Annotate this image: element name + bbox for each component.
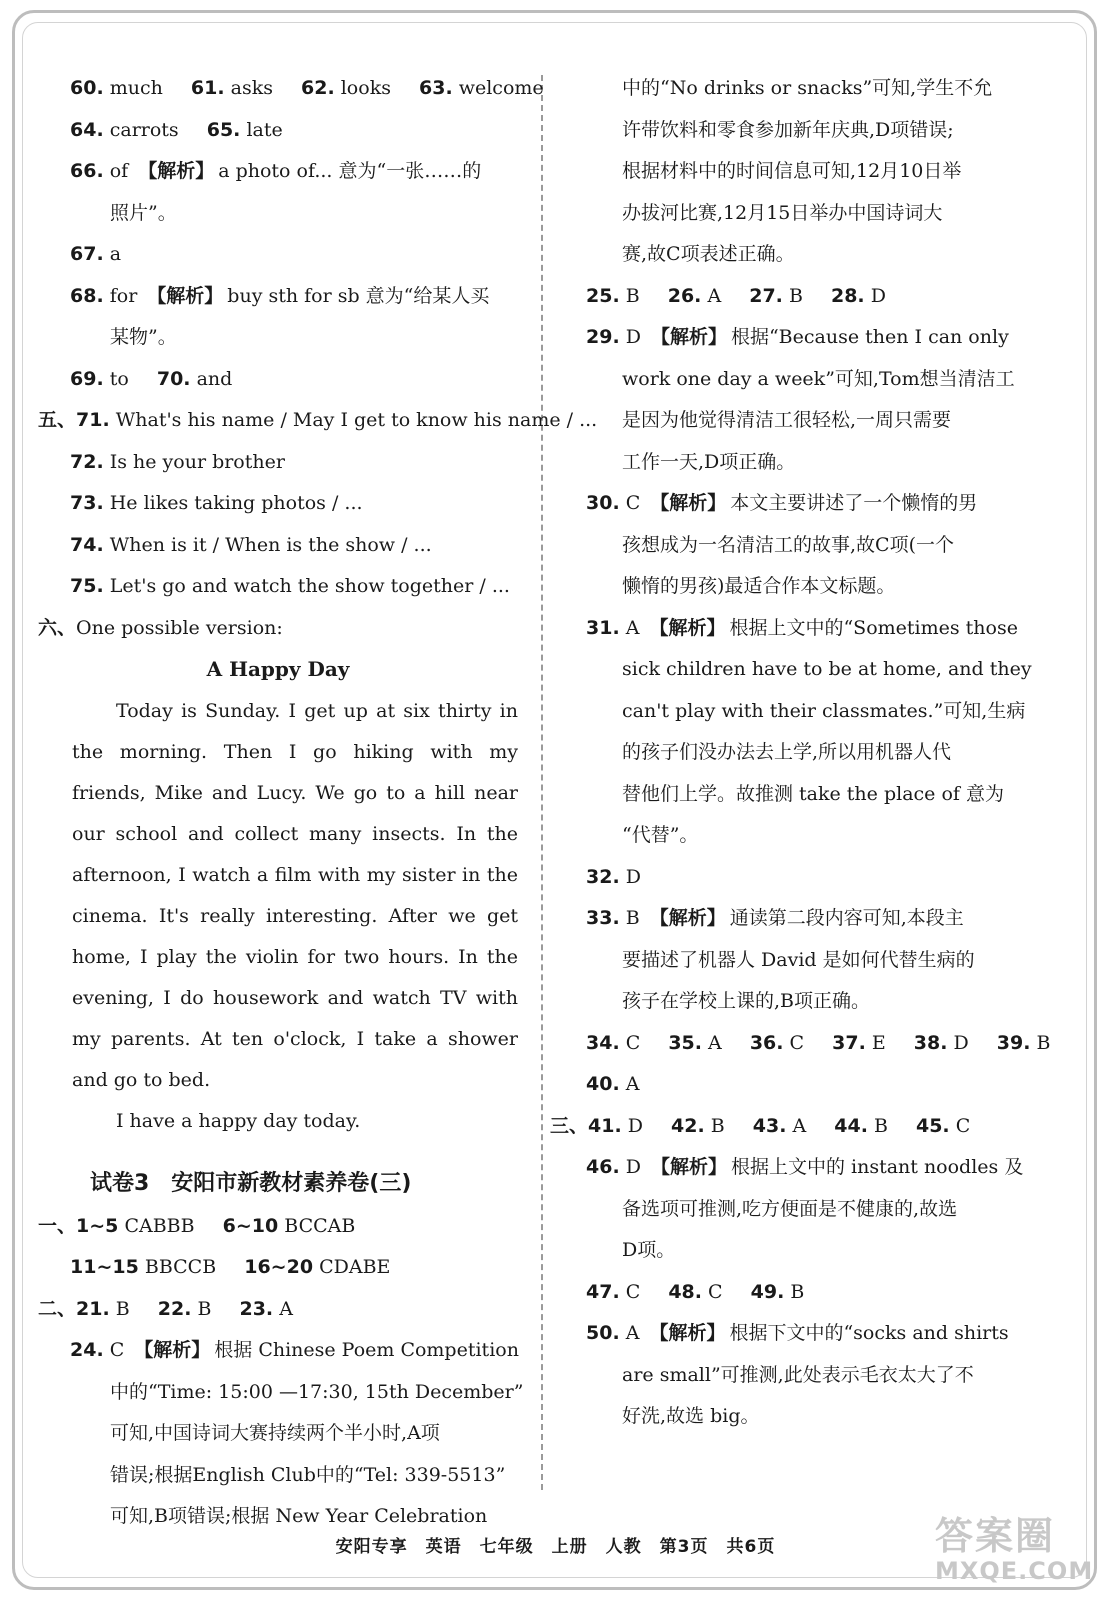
analysis-tag: 【解析】 [138,160,215,182]
answer: C [109,1339,125,1361]
q-num: 72. [70,450,104,473]
answer-line-46 [586,1147,1034,1189]
q-range: 16~20 [244,1256,314,1278]
q-num: 49. [750,1280,785,1303]
answer: A [708,1031,722,1054]
q-num: 35. [668,1031,702,1054]
analysis-text: 替他们上学。故推测 take the place of 意为 [622,782,1004,805]
q-num: 27. [749,284,783,307]
section-label: 五、 [38,409,77,431]
q-num: 26. [667,284,702,307]
answer-line-64-65 [38,110,518,152]
q-num: 23. [239,1297,274,1320]
answer-line-24 [38,1330,518,1372]
essay-intro [38,608,518,650]
analysis-text: 是因为他觉得清洁工很轻松,一周只需要 [622,409,952,431]
answer-line-33 [586,898,1034,940]
section-label: 二、 [38,1297,77,1320]
answer-line-40 [586,1064,1034,1106]
answer: B [788,284,803,307]
section-label: 一、 [38,1214,77,1237]
column-divider [541,75,543,1490]
answer-line-74 [38,525,518,567]
analysis-tag: 【解析】 [650,1156,727,1178]
q-num: 28. [830,284,865,307]
q-num: 44. [834,1114,868,1137]
q-num: 30. [586,492,620,514]
answer: E [871,1031,886,1054]
q-num: 67. [70,243,104,265]
analysis-text: 孩子在学校上课的,B项正确。 [622,990,871,1012]
q-num: 40. [586,1073,620,1095]
analysis-text: 赛,故C项表述正确。 [622,243,795,265]
right-column [550,68,1051,1438]
answer: a [109,243,122,265]
analysis-text: 许带饮料和零食参加新年庆典,D项错误; [622,118,954,141]
answer-line-32 [586,857,1034,899]
analysis-text: 根据上文中的 instant noodles 及 [730,1156,1024,1178]
analysis-text: 根据下文中的“socks and shirts [729,1322,1009,1344]
analysis-text: 孩想成为一名清洁工的故事,故C项(一个 [622,533,954,556]
answer: Is he your brother [109,450,285,473]
q-num: 69. [70,367,104,390]
answer: C [708,1280,723,1303]
answer-line-72 [38,442,518,484]
q-num: 50. [586,1322,620,1344]
answer: B [197,1297,212,1320]
answer: C [789,1031,805,1054]
answer-line-67 [38,234,518,276]
analysis-text: are small”可推测,此处表示毛衣太大了不 [622,1363,974,1386]
analysis-text: 根据材料中的时间信息可知,12月10日举 [622,160,962,182]
essay-paragraph: I have a happy day today. [116,1109,361,1132]
essay-title: A Happy Day [206,657,350,681]
analysis-tag: 【解析】 [650,492,727,514]
answer: C [625,492,641,514]
analysis-text: 本文主要讲述了一个懒惰的男 [730,492,978,514]
answer-line-60-63 [38,68,544,110]
q-num: 24. [70,1339,104,1361]
answer: B [625,907,640,929]
answer-line-73 [38,483,518,525]
q-num: 37. [832,1031,866,1054]
answer-line-21-23 [38,1289,518,1331]
answer: looks [340,77,391,99]
answer: B [625,284,640,307]
answer: B [710,1114,725,1137]
q-num: 71. [76,409,110,431]
answer: B [1036,1031,1051,1054]
answer-line-31 [586,608,1034,650]
answer: D [953,1031,969,1054]
analysis-text: can't play with their classmates.”可知,生病 [622,699,1026,722]
answer: A [625,1073,640,1095]
q-num: 31. [586,616,620,639]
analysis-text: 备选项可推测,吃方便面是不健康的,故选 [622,1197,958,1220]
q-num: 46. [586,1156,620,1178]
watermark-text: 答案圈 [935,1514,1056,1558]
q-num: 61. [190,77,225,99]
answer: A [625,1322,640,1344]
q-num: 33. [586,907,620,929]
answer: He likes taking photos / ... [109,492,363,514]
answer: D [625,326,641,348]
answer: D [625,865,641,888]
page-footer: 安阳专享 英语 七年级 上册 人教 第3页 共6页 [335,1537,776,1557]
q-num: 32. [586,865,620,888]
answer-line-75 [38,566,518,608]
analysis-text: 通读第二段内容可知,本段主 [729,907,964,929]
answer: C [625,1280,641,1303]
answer: A [792,1114,807,1137]
q-num: 34. [586,1031,620,1054]
left-column [38,68,598,1538]
q-range: 1~5 [76,1214,119,1237]
analysis-text: 要描述了机器人 David 是如何代替生病的 [622,948,975,971]
q-range: 6~10 [222,1214,279,1237]
q-num: 60. [70,77,104,99]
answer: What's his name / May I get to know his name / ... [115,409,598,431]
answer: Let's go and watch the show together / ... [109,575,510,597]
answer: carrots [109,118,179,141]
q-num: 65. [206,118,241,141]
q-num: 75. [70,575,104,597]
analysis-text: 照片”。 [110,201,177,224]
analysis-text: sick children have to be at home, and they [622,658,1032,680]
answer: A [279,1297,293,1320]
q-num: 42. [671,1114,705,1137]
analysis-text: 错误;根据English Club中的“Tel: 339-5513” [110,1463,506,1486]
answer: C [955,1114,971,1137]
answer: B [873,1114,888,1137]
answer: A [625,616,640,639]
q-num: 29. [586,326,620,348]
answer: D [627,1114,643,1137]
analysis-text: a photo of... 意为“一张……的 [218,160,482,182]
analysis-tag: 【解析】 [649,907,726,929]
analysis-text: 中的“Time: 15:00 —17:30, 15th December” [110,1380,524,1403]
answer: asks [230,77,273,99]
analysis-text: 的孩子们没办法去上学,所以用机器人代 [622,741,952,763]
analysis-tag: 【解析】 [134,1339,211,1361]
answer: CABBB [124,1214,195,1237]
answer-line-11-20 [38,1247,518,1289]
answer: for [109,284,138,307]
answer-line-69-70 [38,359,518,401]
answer: B [115,1297,130,1320]
analysis-text: 可知,中国诗词大赛持续两个半小时,A项 [110,1422,440,1444]
analysis-tag: 【解析】 [650,326,727,348]
analysis-text: 办拔河比赛,12月15日举办中国诗词大 [622,201,943,224]
q-num: 73. [70,492,104,514]
answer: CDABE [319,1256,391,1278]
q-num: 48. [668,1280,702,1303]
answer-line-68 [38,276,518,318]
q-range: 11~15 [70,1256,139,1278]
answer: to [109,367,129,390]
watermark-logo [935,1515,1095,1593]
analysis-text: 可知,B项错误;根据 New Year Celebration [110,1505,488,1527]
q-num: 36. [749,1031,784,1054]
analysis-text: 好洗,故选 big。 [622,1405,760,1427]
answer-line-1-10 [38,1206,518,1248]
section-label: 三、 [550,1114,589,1137]
analysis-text: “代替”。 [622,824,699,846]
q-num: 47. [586,1280,620,1303]
q-num: 63. [419,77,453,99]
answer: D [625,1156,641,1178]
q-num: 21. [76,1297,110,1320]
answer: C [625,1031,641,1054]
answer-line-30 [586,483,1034,525]
answer: much [109,77,163,99]
answer-line-50 [586,1313,1034,1355]
answer: When is it / When is the show / ... [109,533,432,556]
q-num: 41. [588,1114,622,1137]
q-num: 39. [996,1031,1031,1054]
answer: late [246,118,283,141]
answer: BBCCB [144,1256,217,1278]
essay-paragraph: Today is Sunday. I get up at six thirty in the morning. Then I go hiking with my friends, Mike and Lucy. We go to a hill near our school and collect many insects. In the afternoon, I watch a film with my sister in the cinema. It's really interesting. After we get home, I play the violin for two hours. In the evening, I do housework and watch TV with my parents. At ten o'clock, I take a shower and go to bed. [72,699,518,1091]
analysis-tag: 【解析】 [147,284,224,307]
analysis-text: D项。 [622,1239,676,1261]
answer-line-47-49 [586,1272,1034,1314]
analysis-text: buy sth for sb 意为“给某人买 [227,284,490,307]
analysis-text: work one day a week”可知,Tom想当清洁工 [622,367,1015,390]
watermark-url: MXQE.COM [935,1557,1094,1585]
intro-text: One possible version: [76,616,283,639]
analysis-text: 中的“No drinks or snacks”可知,学生不允 [622,77,993,99]
q-num: 62. [301,77,335,99]
answer: D [870,284,886,307]
q-num: 43. [752,1114,787,1137]
q-num: 22. [157,1297,192,1320]
answer: BCCAB [284,1214,356,1237]
answer: of [109,160,129,182]
answer-line-66 [38,151,518,193]
q-num: 45. [915,1114,950,1137]
analysis-text: 根据 Chinese Poem Competition [214,1339,519,1361]
answer: A [707,284,722,307]
q-num: 68. [70,284,104,307]
answer-line-29 [586,317,1034,359]
q-num: 25. [586,284,620,307]
answer-line-41-45 [550,1106,1034,1148]
q-num: 38. [913,1031,948,1054]
paper-title: 试卷3 安阳市新教材素养卷(三) [90,1170,412,1196]
analysis-text: 根据“Because then I can only [730,326,1009,348]
analysis-tag: 【解析】 [649,1322,726,1344]
analysis-tag: 【解析】 [649,616,726,639]
answer-line-71 [38,400,598,442]
analysis-text: 工作一天,D项正确。 [622,450,796,473]
q-num: 66. [70,160,104,182]
q-num: 74. [70,533,104,556]
answer: B [790,1280,805,1303]
analysis-text: 懒惰的男孩)最适合作本文标题。 [622,575,896,597]
analysis-text: 某物”。 [110,326,177,348]
answer-line-34-39 [586,1023,1051,1065]
answer-line-25-28 [586,276,1034,318]
q-num: 64. [70,118,104,141]
answer: welcome [458,77,544,99]
q-num: 70. [156,367,191,390]
analysis-text: 根据上文中的“Sometimes those [729,616,1018,639]
section-label: 六、 [38,616,77,639]
answer: and [196,367,233,390]
